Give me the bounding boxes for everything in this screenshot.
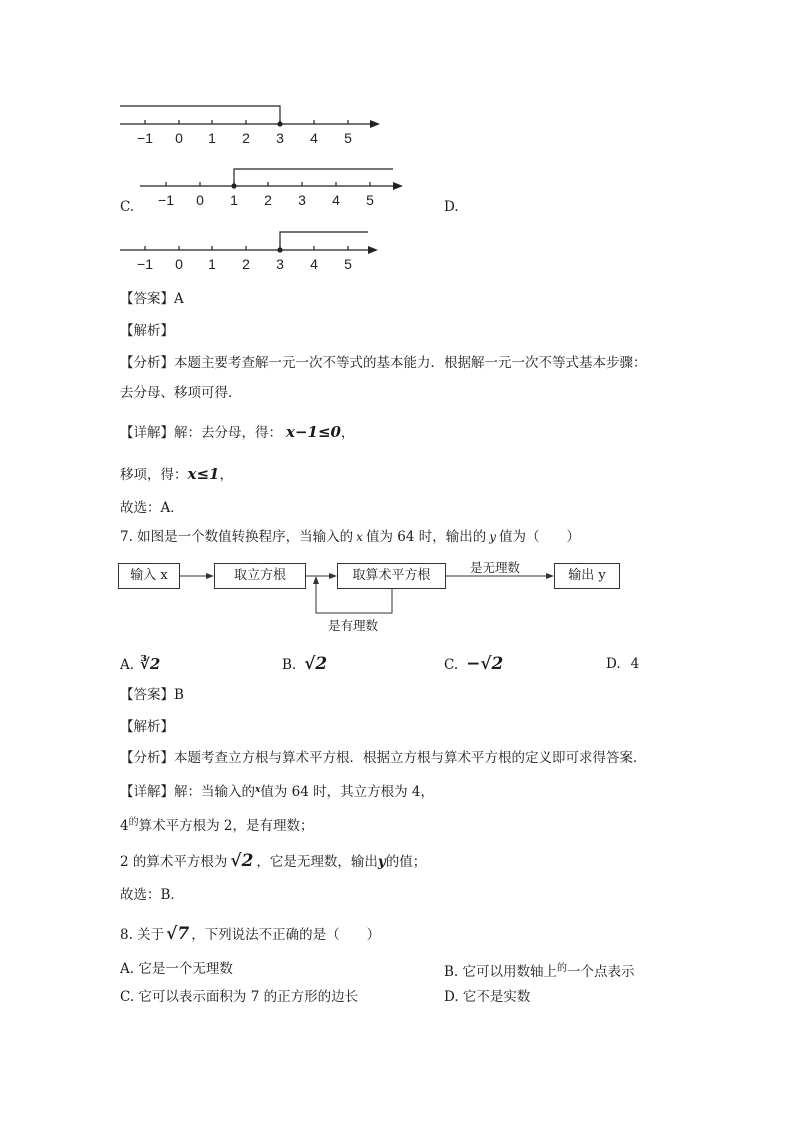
tick-label: 1 xyxy=(208,130,216,146)
q7-detail-prefix: 【详解】解：当输入的 xyxy=(120,784,255,800)
q6-answer: 【答案】A xyxy=(120,291,184,307)
q7-line3-y: y xyxy=(377,854,386,870)
q7-analysis-line: 【分析】本题考查立方根与算术平方根．根据立方根与算术平方根的定义即可求得答案． xyxy=(120,750,647,766)
tick-label: 2 xyxy=(242,256,250,272)
q7-stem-suffix: 值为（ ） xyxy=(499,529,580,545)
q7-option-b-label: B. xyxy=(282,657,297,673)
flow-sqrt-box: 取算术平方根 xyxy=(337,563,446,589)
q6-analysis-header: 【解析】 xyxy=(120,323,174,339)
q6-move-suffix: ， xyxy=(219,467,233,483)
flow-rational-label: 是有理数 xyxy=(328,618,379,633)
tick-label: 2 xyxy=(264,192,272,208)
q7-option-d xyxy=(606,655,639,673)
q7-choose: 故选：B． xyxy=(120,887,184,903)
q7-option-a xyxy=(120,655,160,674)
q7-detail-suffix: 值为 64 时，其立方根为 4， xyxy=(260,784,435,800)
flow-output-box: 输出 y xyxy=(554,563,620,589)
q6-analysis-line2: 去分母、移项可得． xyxy=(120,385,242,401)
flow-input-box: 输入 x xyxy=(118,563,180,589)
q8-option-b-de: 的 xyxy=(557,963,568,974)
tick-label: 4 xyxy=(310,130,318,146)
q7-option-a-math: ∛2 xyxy=(140,655,161,673)
q7-option-c xyxy=(444,655,503,674)
q7-line2-rest: 算术平方根为 2，是有理数； xyxy=(138,818,314,834)
q8-stem-suffix: ，下列说法不正确的是（ ） xyxy=(191,927,381,943)
tick-label: 1 xyxy=(230,192,238,208)
tick-label: 0 xyxy=(175,256,183,272)
q7-option-d-label: D. xyxy=(606,656,621,672)
q8-option-a: A. 它是一个无理数 xyxy=(120,961,233,977)
q8-stem-math: √7 xyxy=(166,924,190,944)
q6-choose: 故选：A． xyxy=(120,500,184,516)
q8-stem xyxy=(120,925,380,944)
q8-option-b xyxy=(444,960,635,981)
q6-detail-math: x−1≤0 xyxy=(286,423,341,441)
q7-detail-x: x xyxy=(255,785,261,795)
q7-line2-prefix: 4 xyxy=(120,818,129,834)
q7-analysis-header: 【解析】 xyxy=(120,719,174,735)
tick-label: 0 xyxy=(196,192,204,208)
q7-option-a-label: A. xyxy=(120,657,135,673)
tick-label: 5 xyxy=(366,192,374,208)
q6-detail-suffix: ， xyxy=(340,425,355,441)
q7-stem-y: y xyxy=(489,530,496,544)
number-line-c xyxy=(135,158,410,214)
q7-line3-math: √2 xyxy=(230,851,254,871)
tick-label: 2 xyxy=(242,130,250,146)
q6-detail-prefix: 【详解】解：去分母，得： xyxy=(120,425,282,441)
q7-line2-de: 的 xyxy=(128,817,139,828)
tick-label: −1 xyxy=(137,256,153,272)
q8-option-b-suffix: 一个点表示 xyxy=(567,964,635,980)
tick-label: −1 xyxy=(158,192,174,208)
number-line-b xyxy=(110,96,400,152)
q7-stem-x: x xyxy=(356,530,363,544)
option-d-label: D. xyxy=(444,199,459,215)
q7-detail-line xyxy=(120,781,434,801)
q6-move-prefix: 移项，得： xyxy=(120,467,188,483)
flow-cube-root-box: 取立方根 xyxy=(214,563,306,589)
tick-label: 0 xyxy=(175,130,183,146)
q7-line2 xyxy=(120,814,313,835)
q7-option-c-label: C. xyxy=(444,657,459,673)
tick-label: 1 xyxy=(208,256,216,272)
q7-option-b xyxy=(282,655,327,674)
q7-line3-prefix: 2 的算术平方根为 xyxy=(120,854,228,870)
q6-analysis-line1: 【分析】本题主要考查解一元一次不等式的基本能力．根据解一元一次不等式基本步骤： xyxy=(120,355,647,371)
tick-label: 5 xyxy=(344,256,352,272)
q7-stem-prefix: 7. 如图是一个数值转换程序，当输入的 xyxy=(120,529,354,545)
tick-label: 3 xyxy=(276,256,284,272)
q7-stem-mid: 值为 64 时，输出的 xyxy=(365,529,487,545)
q7-answer: 【答案】B xyxy=(120,687,184,703)
q8-stem-prefix: 8. 关于 xyxy=(120,927,165,943)
q7-option-b-math: √2 xyxy=(304,654,328,674)
q8-option-b-prefix: B. 它可以用数轴上 xyxy=(444,964,558,980)
q7-line3 xyxy=(120,852,426,871)
q8-option-d: D. 它不是实数 xyxy=(444,989,531,1005)
tick-label: 3 xyxy=(276,130,284,146)
q8-option-c: C. 它可以表示面积为 7 的正方形的边长 xyxy=(120,989,359,1005)
tick-label: 4 xyxy=(332,192,340,208)
tick-label: −1 xyxy=(137,130,153,146)
q7-line3-suffix: 的值； xyxy=(385,854,427,870)
flow-irrational-label: 是无理数 xyxy=(470,560,521,575)
number-line-d xyxy=(110,222,400,278)
tick-label: 5 xyxy=(344,130,352,146)
q6-move-math: x≤1 xyxy=(187,465,220,483)
option-c-label: C. xyxy=(120,199,135,215)
tick-label: 4 xyxy=(310,256,318,272)
q6-move-line xyxy=(120,465,233,484)
tick-label: 3 xyxy=(298,192,306,208)
q7-stem xyxy=(120,528,580,546)
q6-detail-line xyxy=(120,423,354,442)
q7-line3-mid: ，它是无理数，输出 xyxy=(256,854,378,870)
q7-option-d-value: 4 xyxy=(630,656,640,672)
q7-option-c-math: −√2 xyxy=(466,654,504,674)
